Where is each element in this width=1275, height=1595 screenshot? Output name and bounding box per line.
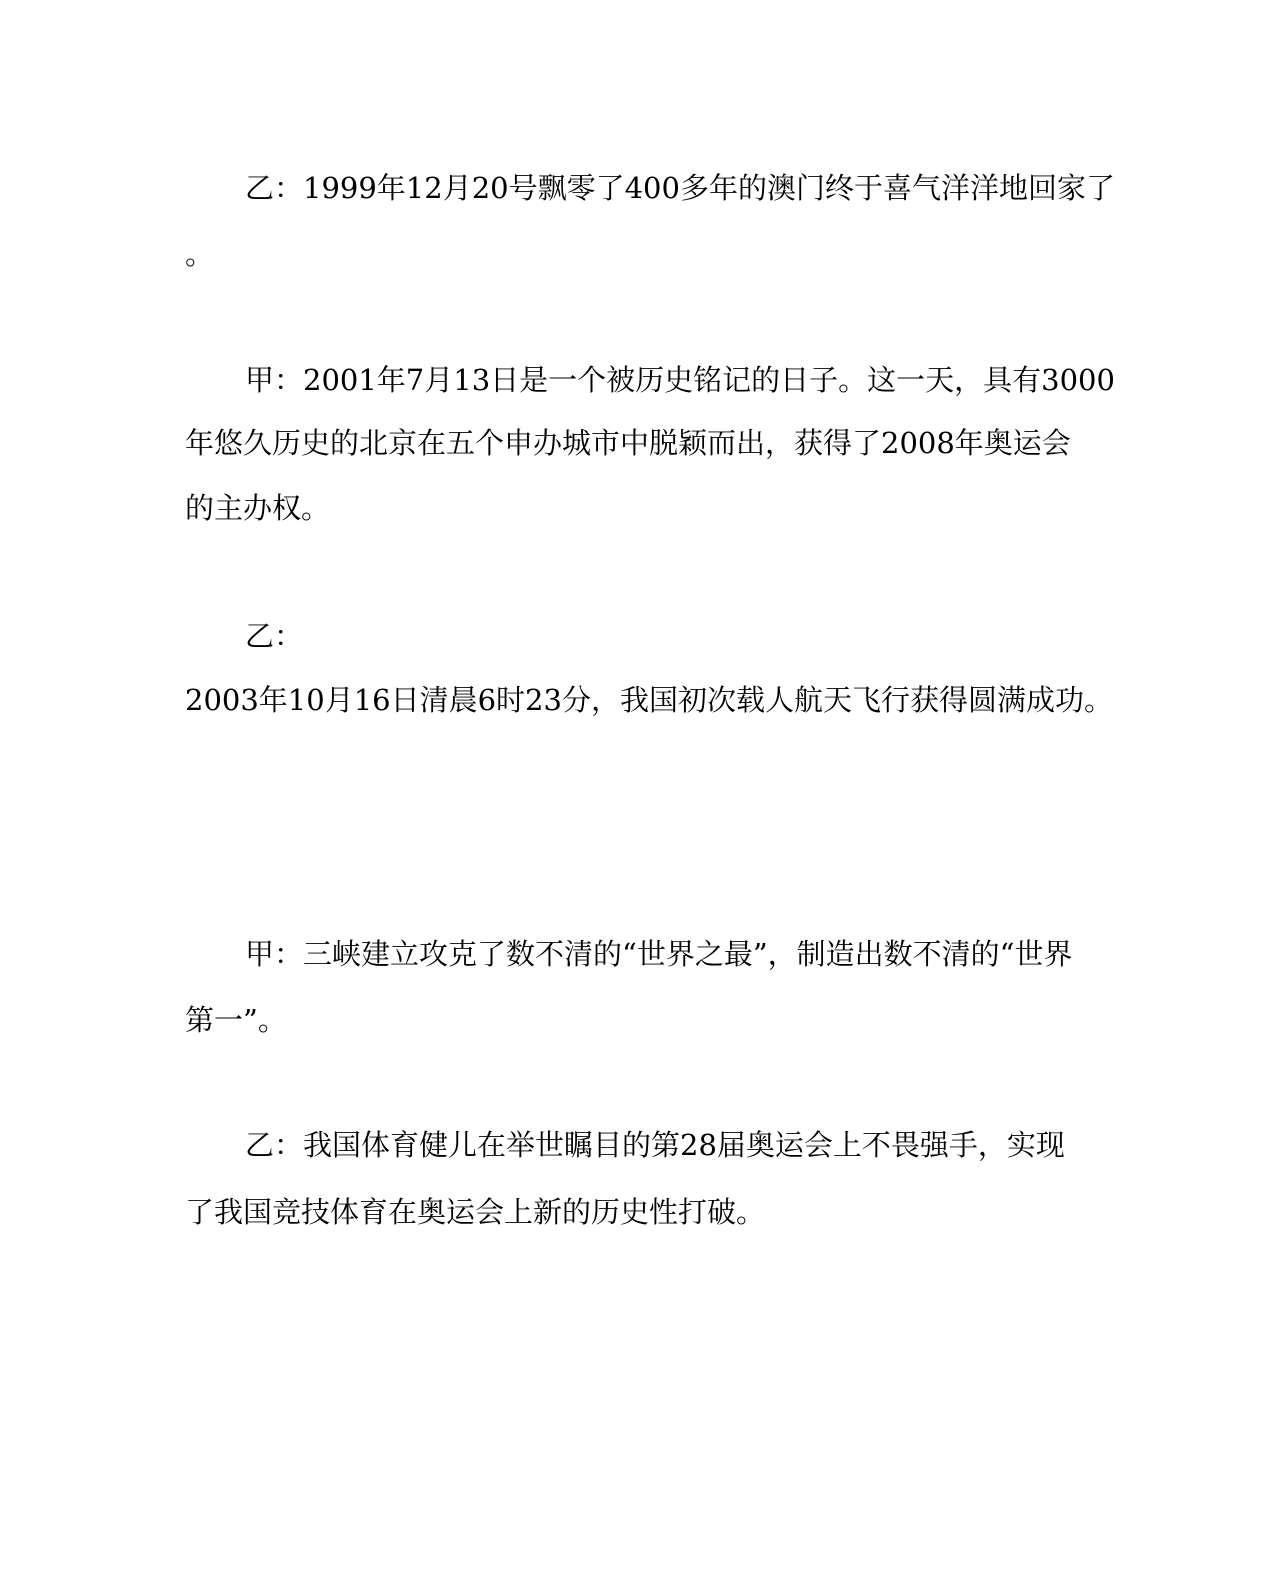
- paragraph-2-line-2: 年悠久历史的北京在五个申办城市中脱颖而出，获得了2008年奥运会: [185, 426, 1071, 460]
- paragraph-1-line-1: 乙：1999年12月20号飘零了400多年的澳门终于喜气洋洋地回家了: [245, 171, 1115, 205]
- paragraph-4-line-1: 甲：三峡建立攻克了数不清的“世界之最”，制造出数不清的“世界: [245, 937, 1073, 971]
- paragraph-5-line-2: 了我国竞技体育在奥运会上新的历史性打破。: [185, 1195, 766, 1229]
- paragraph-2-line-1: 甲：2001年7月13日是一个被历史铭记的日子。这一天，具有3000: [245, 363, 1115, 397]
- paragraph-3-line-1: 乙：: [245, 619, 304, 653]
- paragraph-2-line-3: 的主办权。: [185, 491, 331, 525]
- paragraph-3-line-2: 2003年10月16日清晨6时23分，我国初次载人航天飞行获得圆满成功。: [185, 683, 1113, 717]
- paragraph-1-line-2: 。: [185, 237, 215, 271]
- paragraph-4-line-2: 第一”。: [185, 1003, 287, 1037]
- paragraph-5-line-1: 乙：我国体育健儿在举世瞩目的第28届奥运会上不畏强手，实现: [245, 1128, 1065, 1162]
